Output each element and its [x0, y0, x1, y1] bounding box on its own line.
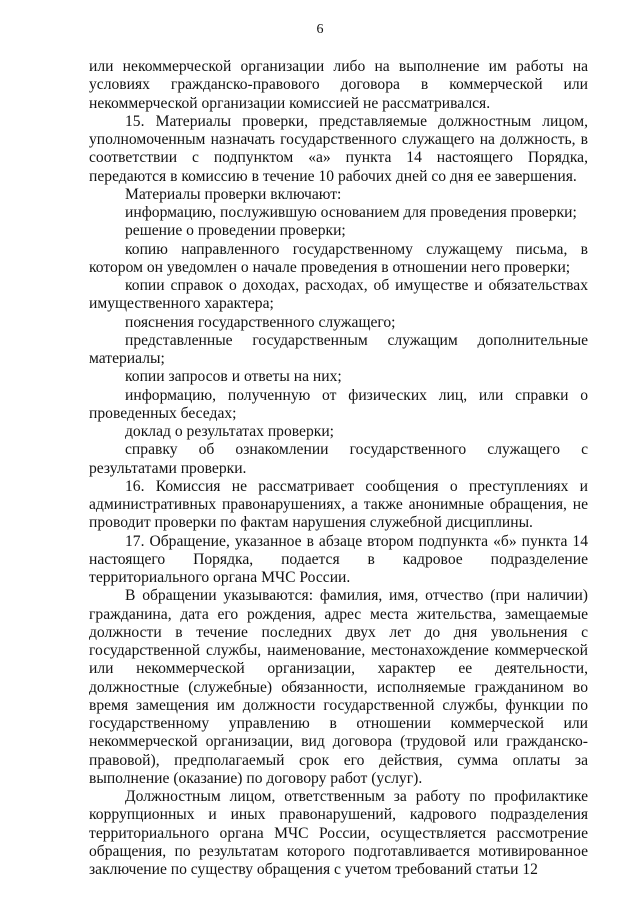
paragraph-continuation: или некоммерческой организации либо на выполнение им работы на условиях гражданско-правового договора в коммерческой или некоммерческой организации комиссией не рассматривался. — [89, 58, 588, 112]
list-item: копии справок о доходах, расходах, об имуществе и обязательствах имущественного характера; — [89, 277, 588, 313]
list-item: доклад о результатах проверки; — [125, 423, 335, 440]
list-item: копию направленного государственному служащему письма, в котором он уведомлен о начале проведения в отношении него проверки; — [89, 240, 588, 276]
list-item: представленные государственным служащим дополнительные материалы; — [89, 331, 588, 367]
paragraph-item-15: 15. Материалы проверки, представляемые должностным лицом, уполномоченным назначать государственного служащего на должность, в соответствии с подпунктом «а» пункта 14 настоящего Порядка, передаются в комиссию в течение 10 рабочих дней со дня ее завершения. — [89, 112, 588, 185]
document-body — [89, 58, 588, 879]
list-item: информацию, полученную от физических лиц, или справки о проведенных беседах; — [89, 386, 588, 422]
list-item: справку об ознакомлении государственного служащего с результатами проверки. — [89, 441, 588, 477]
paragraph-appeal-review: Должностным лицом, ответственным за работу по профилактике коррупционных и иных правонарушений, кадрового подразделения территориального органа МЧС России, осуществляется рассмотрение обращения, по результатам которого подготавливается мотивированное заключение по существу обращения с учетом требований статьи 12 — [89, 788, 588, 878]
paragraph-appeal-contents: В обращении указываются: фамилия, имя, отчество (при наличии) гражданина, дата его рождения, адрес места жительства, замещаемые должности в течение последних двух лет до дня увольнения с государственной службы, наименование, местонахождение коммерческой или некоммерческой организации, характер ее деятельности, должностные (служебные) обязанности, исполняемые гражданином во время замещения им должности государственной службы, функции по государственному управлению в отношении коммерческой или некоммерческой организации, вид договора (трудовой или гражданско-правовой), предполагаемый срок его действия, сумма оплаты за выполнение (оказание) по договору работ (услуг). — [89, 587, 588, 787]
paragraph-item-16: 16. Комиссия не рассматривает сообщения о преступлениях и административных правонарушениях, а также анонимные обращения, не проводит проверки по фактам нарушения служебной дисциплины. — [89, 477, 588, 532]
list-item: решение о проведении проверки; — [125, 222, 346, 240]
list-item: копии запросов и ответы на них; — [125, 368, 342, 386]
paragraph-item-17: 17. Обращение, указанное в абзаце втором подпункта «б» пункта 14 настоящего Порядка, подается в кадровое подразделение территориального органа МЧС России. — [89, 532, 588, 586]
page-number: 6 — [316, 22, 324, 37]
list-item: пояснения государственного служащего; — [125, 313, 396, 331]
paragraph-materials-intro: Материалы проверки включают: — [125, 185, 342, 203]
list-item: информацию, послужившую основанием для проведения проверки; — [125, 204, 577, 221]
